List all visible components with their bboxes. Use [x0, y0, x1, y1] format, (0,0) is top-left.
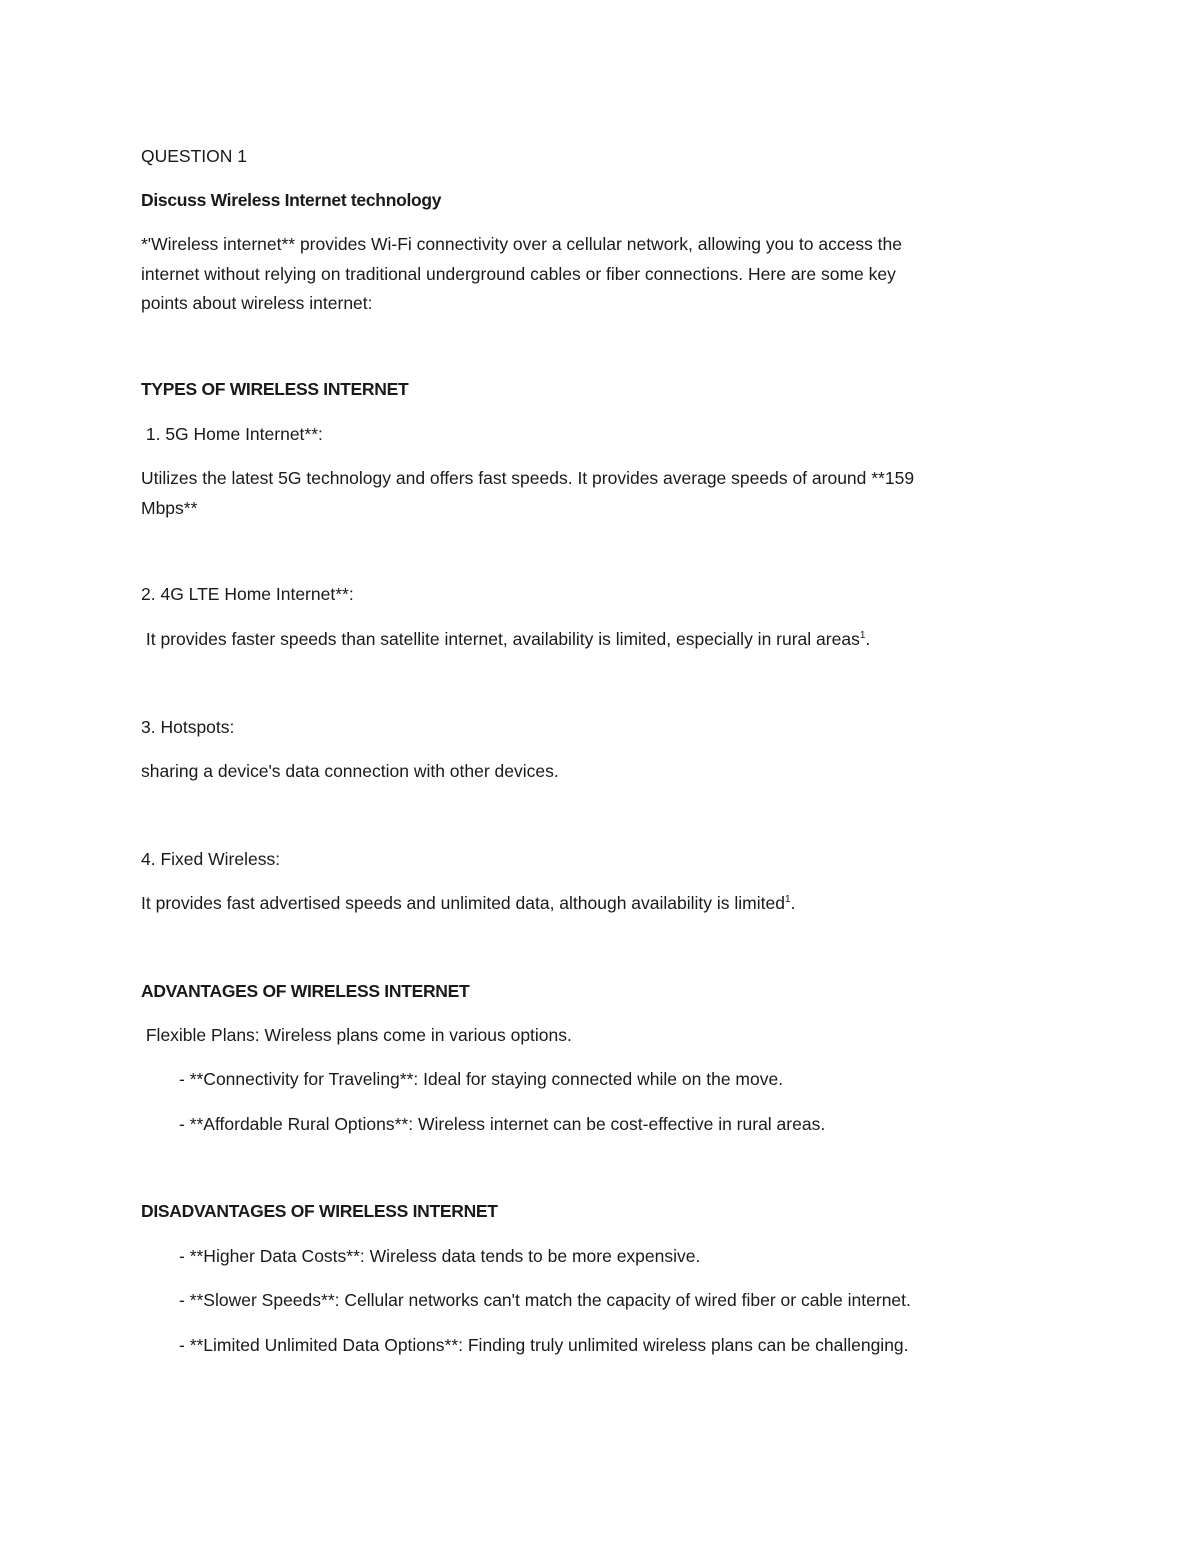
- intro-paragraph-line: internet without relying on traditional underground cables or fiber connections. Here are some key: [141, 264, 896, 284]
- type-item-title: 3. Hotspots:: [141, 717, 235, 737]
- type-item-desc: Utilizes the latest 5G technology and offers fast speeds. It provides average speeds of around **159: [141, 468, 915, 488]
- disadvantage-item: - **Slower Speeds**: Cellular networks can't match the capacity of wired fiber or cable internet.: [179, 1290, 911, 1310]
- sentence-end: .: [865, 629, 871, 649]
- disadvantage-item: - **Limited Unlimited Data Options**: Finding truly unlimited wireless plans can be challenging.: [179, 1335, 909, 1355]
- type-item-title: 2. 4G LTE Home Internet**:: [141, 584, 354, 604]
- types-heading: TYPES OF WIRELESS INTERNET: [141, 379, 409, 399]
- type-item-desc-text: It provides fast advertised speeds and unlimited data, although availability is limited: [141, 893, 785, 913]
- type-item-desc: [141, 624, 870, 654]
- type-item-desc-text: It provides faster speeds than satellite internet, availability is limited, especially in rural areas: [141, 629, 860, 649]
- document-title: Discuss Wireless Internet technology: [141, 190, 442, 210]
- intro-paragraph-line: *'Wireless internet** provides Wi-Fi connectivity over a cellular network, allowing you to access the: [141, 234, 903, 254]
- question-label: QUESTION 1: [141, 146, 247, 166]
- type-item-desc: [141, 888, 795, 918]
- disadvantage-item: - **Higher Data Costs**: Wireless data tends to be more expensive.: [179, 1246, 701, 1266]
- footnote-marker: 1: [859, 630, 866, 642]
- advantages-heading: ADVANTAGES OF WIRELESS INTERNET: [141, 981, 470, 1001]
- type-item-title: 1. 5G Home Internet**:: [141, 424, 323, 444]
- type-item-desc: Mbps**: [141, 498, 198, 518]
- footnote-marker: 1: [784, 894, 791, 906]
- intro-paragraph-line: points about wireless internet:: [141, 293, 373, 313]
- advantage-item: - **Connectivity for Traveling**: Ideal for staying connected while on the move.: [179, 1069, 784, 1089]
- type-item-title: 4. Fixed Wireless:: [141, 849, 281, 869]
- type-item-desc: sharing a device's data connection with other devices.: [141, 761, 559, 781]
- sentence-end: .: [790, 893, 796, 913]
- advantages-lead: Flexible Plans: Wireless plans come in various options.: [141, 1025, 572, 1045]
- advantage-item: - **Affordable Rural Options**: Wireless internet can be cost-effective in rural areas.: [179, 1114, 826, 1134]
- disadvantages-heading: DISADVANTAGES OF WIRELESS INTERNET: [141, 1201, 498, 1221]
